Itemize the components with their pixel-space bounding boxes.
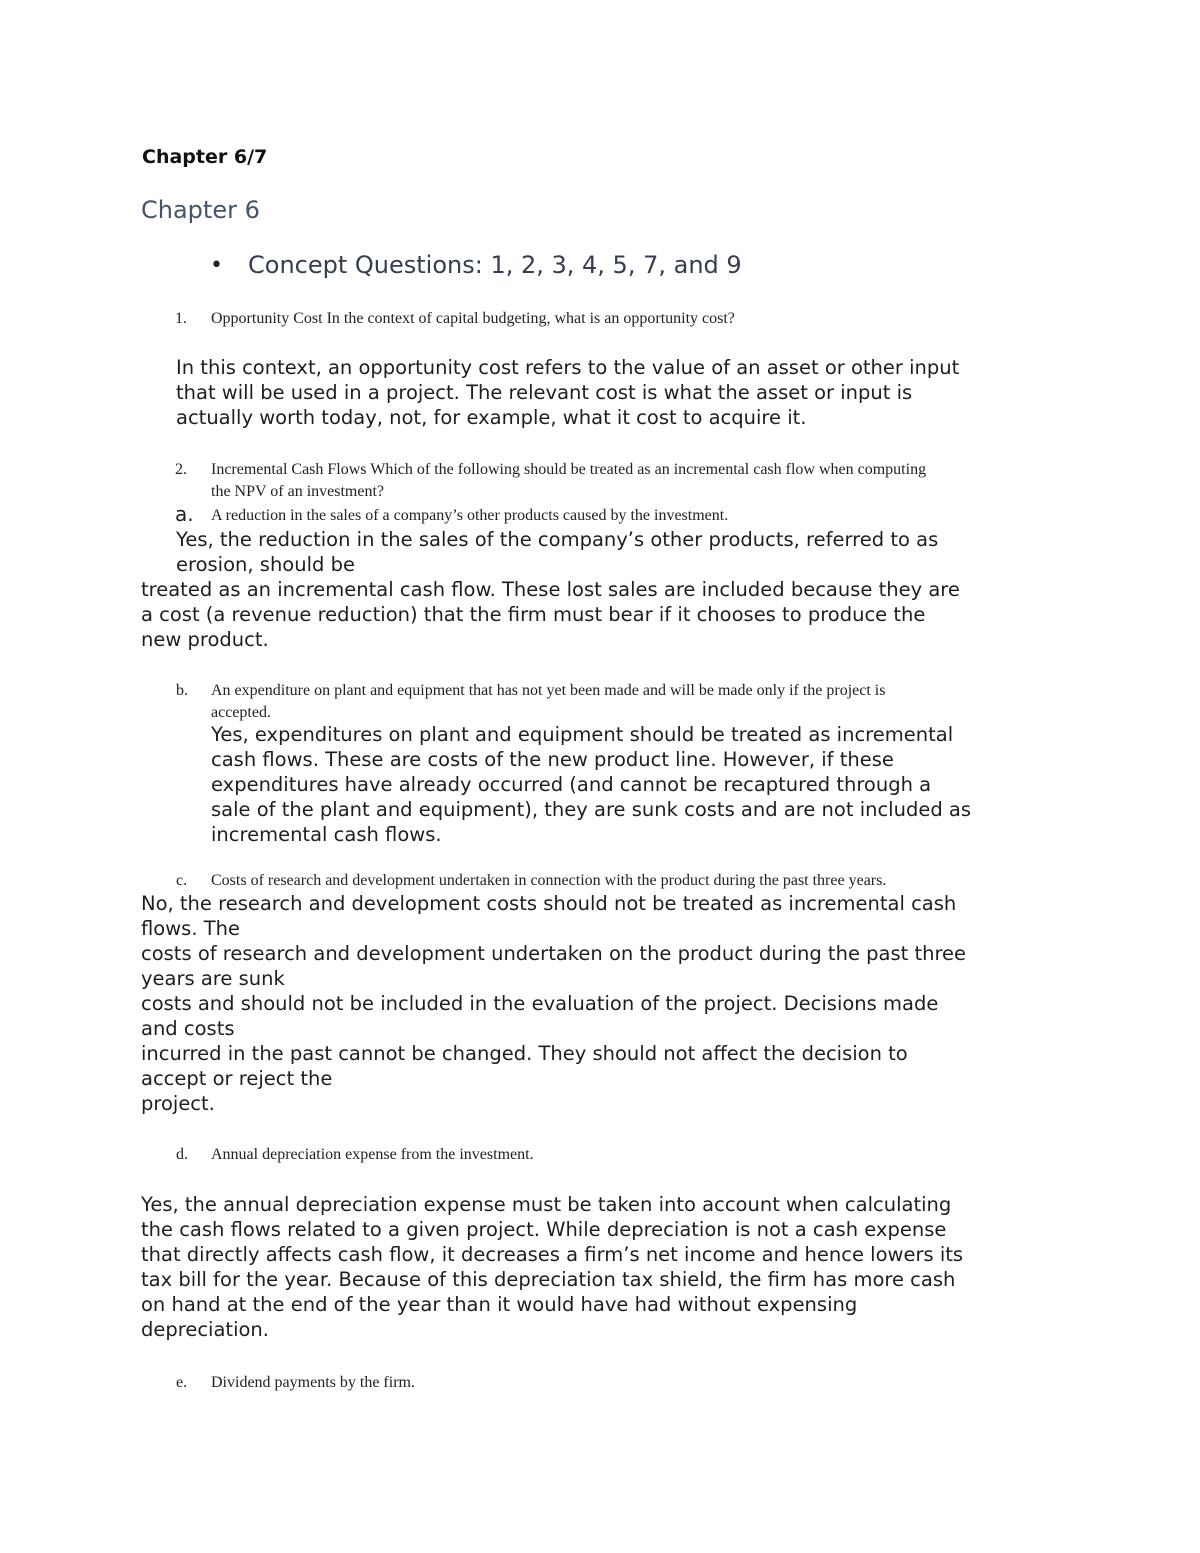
question-number: 1. [175, 310, 187, 327]
answer-line: project. [141, 1092, 215, 1115]
question-text: Incremental Cash Flows Which of the following should be treated as an incremental cash flow when computing [211, 461, 927, 478]
answer-line: Yes, the reduction in the sales of the company’s other products, referred to as [176, 528, 939, 551]
answer-line: years are sunk [141, 967, 285, 990]
answer-line: a cost (a revenue reduction) that the firm must bear if it chooses to produce the [141, 603, 926, 626]
answer-line: costs of research and development undertaken on the product during the past three [141, 942, 967, 965]
answer-line: the cash flows related to a given project. While depreciation is not a cash expense [141, 1218, 947, 1241]
subquestion-text: A reduction in the sales of a company’s other products caused by the investment. [211, 507, 729, 524]
subquestion-text: Costs of research and development undertaken in connection with the product during the past three years. [211, 872, 887, 889]
subquestion-label: b. [176, 682, 188, 699]
question-text: Opportunity Cost In the context of capital budgeting, what is an opportunity cost? [211, 310, 735, 327]
answer-line: accept or reject the [141, 1067, 333, 1090]
answer-line: cash flows. These are costs of the new product line. However, if these [211, 748, 894, 771]
answer-line: costs and should not be included in the evaluation of the project. Decisions made [141, 992, 939, 1015]
question-number: 2. [175, 461, 187, 478]
answer-line: incremental cash flows. [211, 823, 442, 846]
answer-line: new product. [141, 628, 269, 651]
subquestion-text: Dividend payments by the firm. [211, 1374, 415, 1391]
answer-block [176, 527, 938, 577]
answer-line: tax bill for the year. Because of this depreciation tax shield, the firm has more cash [141, 1268, 956, 1291]
chapter-heading: Chapter 6 [141, 196, 260, 224]
answer-line: Yes, the annual depreciation expense must be taken into account when calculating [141, 1193, 952, 1216]
document-title: Chapter 6/7 [142, 146, 268, 168]
concept-questions-heading: Concept Questions: 1, 2, 3, 4, 5, 7, and 9 [248, 251, 742, 279]
answer-line: actually worth today, not, for example, what it cost to acquire it. [176, 406, 807, 429]
answer-line: depreciation. [141, 1318, 269, 1341]
answer-block [176, 355, 959, 430]
subquestion-text: accepted. [211, 704, 271, 721]
answer-line: flows. The [141, 917, 240, 940]
answer-block [141, 577, 960, 652]
subquestion-label: c. [176, 872, 188, 889]
answer-line: and costs [141, 1017, 235, 1040]
answer-block [141, 1192, 963, 1342]
answer-line: incurred in the past cannot be changed. They should not affect the decision to [141, 1042, 908, 1065]
subquestion-text: Annual depreciation expense from the investment. [211, 1146, 534, 1163]
question-text: the NPV of an investment? [211, 483, 385, 500]
subquestion-label: d. [176, 1146, 188, 1163]
answer-line: No, the research and development costs should not be treated as incremental cash [141, 892, 957, 915]
bullet-icon: • [210, 253, 223, 278]
answer-line: erosion, should be [176, 553, 355, 576]
subquestion-text: An expenditure on plant and equipment that has not yet been made and will be made only if the project is [211, 682, 886, 699]
subquestion-label: a. [175, 502, 194, 526]
answer-block [141, 891, 966, 1116]
answer-line: In this context, an opportunity cost refers to the value of an asset or other input [176, 356, 960, 379]
answer-line: expenditures have already occurred (and cannot be recaptured through a [211, 773, 932, 796]
answer-line: sale of the plant and equipment), they are sunk costs and are not included as [211, 798, 972, 821]
answer-line: on hand at the end of the year than it would have had without expensing [141, 1293, 858, 1316]
answer-line: that will be used in a project. The relevant cost is what the asset or input is [176, 381, 913, 404]
answer-line: Yes, expenditures on plant and equipment should be treated as incremental [211, 723, 954, 746]
answer-line: treated as an incremental cash flow. These lost sales are included because they are [141, 578, 960, 601]
subquestion-label: e. [176, 1374, 188, 1391]
answer-block [211, 722, 971, 847]
answer-line: that directly affects cash flow, it decreases a firm’s net income and hence lowers its [141, 1243, 964, 1266]
